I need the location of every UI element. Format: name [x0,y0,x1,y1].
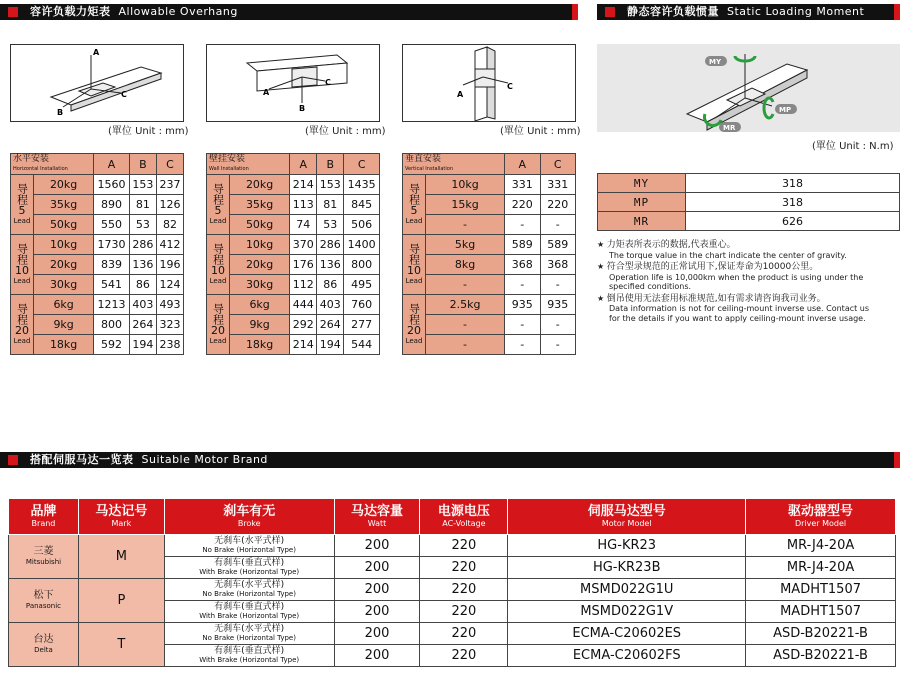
mark-cell: T [78,623,164,667]
brand-name-en: Panasonic [25,601,62,610]
load-cell: 10kg [34,235,94,255]
brake-label: 无刹车(水平式样) [214,579,285,590]
table-row [11,175,184,195]
moment-row [598,193,900,212]
load-cell: 50kg [230,215,290,235]
load-cell: 35kg [34,195,94,215]
load-cell: - [426,215,505,235]
table-row [403,235,576,255]
col-header: 马达记号 Mark [78,499,164,535]
lead-value: 10 [211,263,225,277]
table-row [403,215,576,235]
value-cell: 1730 [94,235,130,255]
section-marker-icon [8,455,18,465]
motor-cell: MSMD022G1U [508,579,746,601]
load-cell: 8kg [426,255,505,275]
lead-label-en: Lead [13,216,31,225]
moment-value: 318 [686,174,900,193]
col-header: 马达容量 Watt [334,499,420,535]
lead-label-en: Lead [405,216,423,225]
lead-value: 10 [407,263,421,277]
lead-label: 导程 [15,182,29,205]
wall-rail-illustration [207,45,379,121]
lead-label: 导程 [211,242,225,265]
lead-value: 5 [410,203,418,217]
col-header: C [156,154,183,175]
value-cell: 800 [94,315,130,335]
watt-cell: 200 [334,601,420,623]
col-header: A [505,154,540,175]
value-cell: 506 [344,215,380,235]
value-cell: 196 [156,255,183,275]
value-cell: 214 [290,175,317,195]
brand-cell [9,535,79,579]
value-cell: 1560 [94,175,130,195]
brand-cell [9,579,79,623]
value-cell: - [505,215,540,235]
load-cell: 9kg [34,315,94,335]
value-cell: 323 [156,315,183,335]
value-cell: 124 [156,275,183,295]
col-header: 电源电压 AC-Voltage [420,499,508,535]
value-cell: 544 [344,335,380,355]
load-cell: 5kg [426,235,505,255]
load-cell: - [426,275,505,295]
lead-label: 导程 [211,302,225,325]
brake-cell [164,645,334,667]
watt-cell: 200 [334,623,420,645]
wall-table [206,153,380,355]
driver-cell: ASD-B20221-B [746,645,896,667]
value-cell: 277 [344,315,380,335]
value-cell: 370 [290,235,317,255]
lead-label-en: Lead [405,276,423,285]
motor-row [9,579,896,601]
lead-value: 20 [211,323,225,337]
section-title-en: Static Loading Moment [727,5,865,18]
table-row [403,315,576,335]
col-header: C [344,154,380,175]
load-cell: 18kg [230,335,290,355]
value-cell: 845 [344,195,380,215]
moment-row [598,174,900,193]
asterisk-icon: ★ [597,240,605,249]
value-cell: 589 [505,235,540,255]
col-header: 刹车有无 Broke [164,499,334,535]
col-header: 驱动器型号 Driver Model [746,499,896,535]
lead-value: 5 [18,203,26,217]
voltage-cell: 220 [420,557,508,579]
lead-value: 20 [15,323,29,337]
axis-label: C [507,82,513,91]
moment-label: MP [779,106,792,114]
col-header: B [129,154,156,175]
load-cell: 20kg [230,175,290,195]
value-cell: - [505,275,540,295]
value-cell: 53 [317,215,344,235]
value-cell: 368 [505,255,540,275]
brake-label-en: With Brake (Horizontal Type) [199,655,300,664]
value-cell: 331 [540,175,576,195]
load-cell: 18kg [34,335,94,355]
value-cell: 760 [344,295,380,315]
overhang-section-bar [0,4,578,20]
section-title-cn: 容许负载力矩表 [30,5,111,18]
load-cell: - [426,315,505,335]
brake-label: 有刹车(垂直式样) [214,645,285,656]
value-cell: 890 [94,195,130,215]
brake-cell [164,557,334,579]
brand-name: 台达 [33,633,54,645]
load-cell: 35kg [230,195,290,215]
section-title-en: Allowable Overhang [118,5,238,18]
table-row [207,295,380,315]
brand-name: 松下 [33,589,54,601]
value-cell: 493 [156,295,183,315]
axis-label: C [325,78,331,87]
voltage-cell: 220 [420,645,508,667]
value-cell: 214 [290,335,317,355]
brand-cell [9,623,79,667]
value-cell: 153 [129,175,156,195]
brand-name-en: Delta [34,645,53,654]
value-cell: 86 [317,275,344,295]
unit-label: (單位 Unit : mm) [500,126,581,137]
section-marker-icon [8,7,18,17]
moment-value: 318 [686,193,900,212]
value-cell: 153 [317,175,344,195]
lead-label-en: Lead [405,336,423,345]
value-cell: 331 [505,175,540,195]
value-cell: - [540,215,576,235]
brake-label-en: No Brake (Horizontal Type) [202,633,296,642]
value-cell: 220 [540,195,576,215]
load-cell: 50kg [34,215,94,235]
lead-label-en: Lead [13,336,31,345]
value-cell: - [540,335,576,355]
vertical-diagram [402,44,576,122]
motor-row [9,535,896,557]
lead-cell [403,175,426,235]
motor-cell: HG-KR23B [508,557,746,579]
table-row [11,275,184,295]
lead-cell [11,295,34,355]
value-cell: 550 [94,215,130,235]
value-cell: - [540,315,576,335]
lead-cell [207,295,230,355]
value-cell: 194 [317,335,344,355]
section-title-en: Suitable Motor Brand [141,453,268,466]
table-row [403,275,576,295]
vertical-table [402,153,576,355]
voltage-cell: 220 [420,579,508,601]
value-cell: 286 [317,235,344,255]
moment-key: MY [598,174,686,193]
axis-label: C [121,90,127,99]
value-cell: - [540,275,576,295]
watt-cell: 200 [334,579,420,601]
value-cell: 1213 [94,295,130,315]
moment-table [597,173,900,231]
table-row [403,295,576,315]
value-cell: 81 [317,195,344,215]
value-cell: 286 [129,235,156,255]
horizontal-diagram [10,44,184,122]
value-cell: 264 [317,315,344,335]
brake-label-en: With Brake (Horizontal Type) [199,611,300,620]
driver-cell: MR-J4-20A [746,557,896,579]
value-cell: - [505,315,540,335]
value-cell: 81 [129,195,156,215]
lead-label: 导程 [15,302,29,325]
table-header: 水平安装 Horizontal Installation [11,154,94,175]
load-cell: 6kg [230,295,290,315]
table-row [207,215,380,235]
load-cell: 20kg [230,255,290,275]
note-item: ★ 力矩表所表示的数据,代表重心。 The torque value in the chart indicate the center of gravity. [597,240,847,260]
axis-label: B [57,108,64,117]
section-title-cn: 静态容许负载惯量 [627,5,719,18]
value-cell: 126 [156,195,183,215]
value-cell: 136 [317,255,344,275]
axis-label: A [263,88,270,97]
table-body [11,175,184,355]
table-row [11,195,184,215]
asterisk-icon: ★ [597,262,605,271]
horizontal-table [10,153,184,355]
table-body [207,175,380,355]
lead-value: 5 [214,203,222,217]
brake-cell [164,623,334,645]
lead-cell [207,175,230,235]
mark-cell: P [78,579,164,623]
value-cell: 403 [317,295,344,315]
moment-label: MR [723,124,736,132]
brand-name-en: Mitsubishi [25,557,62,566]
lead-label: 导程 [407,182,421,205]
lead-label-en: Lead [209,336,227,345]
moment-row [598,212,900,231]
value-cell: 136 [129,255,156,275]
axis-label: B [299,104,306,113]
load-cell: 9kg [230,315,290,335]
value-cell: 86 [129,275,156,295]
lead-cell [11,235,34,295]
table-row [207,255,380,275]
moment-value: 626 [686,212,900,231]
watt-cell: 200 [334,535,420,557]
table-row [207,195,380,215]
lead-label: 导程 [211,182,225,205]
motor-cell: HG-KR23 [508,535,746,557]
table-row [11,335,184,355]
load-cell: 15kg [426,195,505,215]
table-row [207,235,380,255]
motor-header-row [9,499,896,535]
lead-cell [403,235,426,295]
lead-label: 导程 [407,242,421,265]
brand-name: 三菱 [33,545,54,557]
value-cell: 74 [290,215,317,235]
table-row [11,215,184,235]
table-row [207,315,380,335]
brake-label-en: With Brake (Horizontal Type) [199,567,300,576]
voltage-cell: 220 [420,623,508,645]
brake-label: 无刹车(水平式样) [214,535,285,546]
col-header: B [317,154,344,175]
table-row [403,335,576,355]
value-cell: 112 [290,275,317,295]
section-title-cn: 搭配伺服马达一览表 [30,453,134,466]
vertical-rail-illustration [403,45,575,121]
table-row [11,235,184,255]
value-cell: 541 [94,275,130,295]
table-row [403,255,576,275]
value-cell: 264 [129,315,156,335]
lead-cell [403,295,426,355]
section-marker-icon [605,7,615,17]
value-cell: 176 [290,255,317,275]
value-cell: 237 [156,175,183,195]
load-cell: - [426,335,505,355]
lead-value: 20 [407,323,421,337]
load-cell: 20kg [34,255,94,275]
driver-cell: ASD-B20221-B [746,623,896,645]
brake-label: 无刹车(水平式样) [214,623,285,634]
lead-cell [11,175,34,235]
brake-cell [164,579,334,601]
unit-label: (單位 Unit : N.m) [812,141,894,152]
moment-label: MY [709,58,722,66]
lead-label: 导程 [407,302,421,325]
moment-diagram [597,44,900,132]
value-cell: 935 [505,295,540,315]
voltage-cell: 220 [420,535,508,557]
load-cell: 10kg [426,175,505,195]
value-cell: 800 [344,255,380,275]
col-header: A [94,154,130,175]
note-item: ★ 倒吊使用无法套用标准规范,如有需求请咨询我司业务。 Data information is not for ceiling-mount inverse use. Contact us for the details if you want to apply ceiling-mount inverse usage. [597,293,870,323]
value-cell: 368 [540,255,576,275]
table-row [11,295,184,315]
lead-label-en: Lead [209,216,227,225]
brake-cell [164,535,334,557]
value-cell: 292 [290,315,317,335]
lead-cell [207,235,230,295]
note-item: ★ 符合型录规范的正常试用下,保证寿命为10000公里。 Operation life is 10,000km when the product is using under the specified conditions. [597,262,864,291]
mark-cell: M [78,535,164,579]
load-cell: 6kg [34,295,94,315]
load-cell: 20kg [34,175,94,195]
moment-section-bar [597,4,900,20]
lead-label: 导程 [15,242,29,265]
axis-label: A [93,48,100,57]
motor-row [9,623,896,645]
value-cell: 592 [94,335,130,355]
table-row [403,175,576,195]
voltage-cell: 220 [420,601,508,623]
lead-label-en: Lead [209,276,227,285]
motor-table [8,498,896,667]
value-cell: 444 [290,295,317,315]
lead-value: 10 [15,263,29,277]
value-cell: 839 [94,255,130,275]
table-body [403,175,576,355]
moment-rail-illustration [597,44,900,132]
col-header: A [290,154,317,175]
axis-label: A [457,90,464,99]
value-cell: 82 [156,215,183,235]
motor-cell: MSMD022G1V [508,601,746,623]
table-header: 壁挂安装 Wall Installation [207,154,290,175]
value-cell: 403 [129,295,156,315]
motor-section-bar [0,452,900,468]
brake-label: 有刹车(垂直式样) [214,601,285,612]
notes [597,240,887,323]
value-cell: 194 [129,335,156,355]
lead-label-en: Lead [13,276,31,285]
value-cell: 1435 [344,175,380,195]
unit-label: (單位 Unit : mm) [305,126,386,137]
value-cell: 412 [156,235,183,255]
wall-diagram [206,44,380,122]
brake-cell [164,601,334,623]
value-cell: 589 [540,235,576,255]
table-header: 垂直安装 Vertical Installation [403,154,505,175]
load-cell: 30kg [34,275,94,295]
value-cell: 495 [344,275,380,295]
asterisk-icon: ★ [597,293,605,303]
brake-label: 有刹车(垂直式样) [214,557,285,568]
value-cell: - [505,335,540,355]
load-cell: 30kg [230,275,290,295]
driver-cell: MADHT1507 [746,601,896,623]
motor-cell: ECMA-C20602FS [508,645,746,667]
watt-cell: 200 [334,557,420,579]
brake-label-en: No Brake (Horizontal Type) [202,545,296,554]
value-cell: 935 [540,295,576,315]
load-cell: 2.5kg [426,295,505,315]
brake-label-en: No Brake (Horizontal Type) [202,589,296,598]
value-cell: 1400 [344,235,380,255]
value-cell: 220 [505,195,540,215]
table-row [207,335,380,355]
table-row [11,255,184,275]
horizontal-rail-illustration [11,45,183,121]
watt-cell: 200 [334,645,420,667]
value-cell: 113 [290,195,317,215]
table-row [11,315,184,335]
col-header: 伺服马达型号 Motor Model [508,499,746,535]
unit-label: (單位 Unit : mm) [108,126,189,137]
col-header: 品牌 Brand [9,499,79,535]
table-row [207,175,380,195]
value-cell: 238 [156,335,183,355]
value-cell: 53 [129,215,156,235]
moment-key: MP [598,193,686,212]
table-row [403,195,576,215]
col-header: C [540,154,576,175]
driver-cell: MADHT1507 [746,579,896,601]
driver-cell: MR-J4-20A [746,535,896,557]
moment-key: MR [598,212,686,231]
load-cell: 10kg [230,235,290,255]
motor-cell: ECMA-C20602ES [508,623,746,645]
table-row [207,275,380,295]
